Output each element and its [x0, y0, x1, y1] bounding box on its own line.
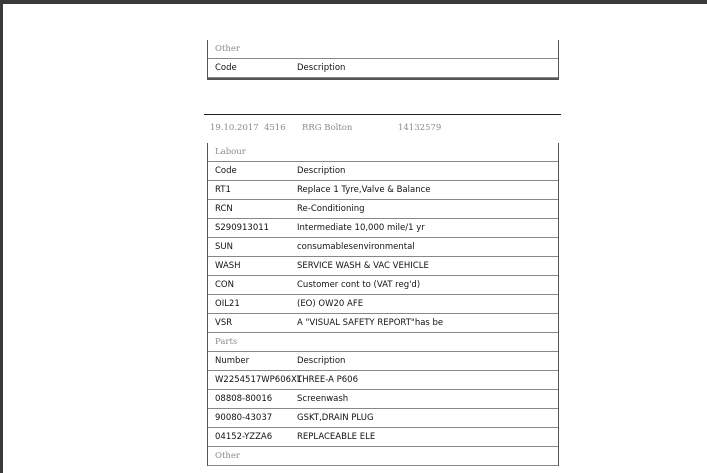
labour-code: SUN — [215, 242, 233, 252]
header-number: Number — [215, 356, 250, 366]
part-number: 90080-43037 — [215, 413, 273, 423]
labour-description: Customer cont to (VAT reg'd) — [297, 280, 421, 290]
other-table-top — [207, 40, 559, 80]
table-row — [208, 314, 558, 333]
section-label-parts: Parts — [208, 333, 558, 352]
part-description: GSKT,DRAIN PLUG — [297, 413, 374, 423]
part-description: Screenwash — [297, 394, 349, 404]
table-row — [208, 257, 558, 276]
table-row — [208, 200, 558, 219]
labour-description: Re-Conditioning — [297, 204, 365, 214]
table-row — [208, 181, 558, 200]
table-row — [208, 276, 558, 295]
table-row — [208, 409, 558, 428]
part-number: 04152-YZZA6 — [215, 432, 273, 442]
labour-description: Intermediate 10,000 mile/1 yr — [297, 223, 425, 233]
table-row — [208, 371, 558, 390]
header-description: Description — [297, 63, 346, 73]
table-row — [208, 238, 558, 257]
labour-description: SERVICE WASH & VAC VEHICLE — [297, 261, 429, 271]
visit-number: 4516 — [264, 123, 286, 133]
labour-code: S290913011 — [215, 223, 270, 233]
table-header-row — [208, 352, 558, 371]
labour-code: WASH — [215, 261, 241, 271]
part-number: W2254517WP606XL — [215, 375, 302, 385]
labour-description: A "VISUAL SAFETY REPORT"has be — [297, 318, 444, 328]
labour-code: CON — [215, 280, 234, 290]
labour-code: RT1 — [215, 185, 231, 195]
table-row — [208, 428, 558, 447]
section-label-other: Other — [208, 447, 558, 466]
labour-description: (EO) OW20 AFE — [297, 299, 364, 309]
divider-line — [204, 114, 561, 115]
part-number: 08808-80016 — [215, 394, 273, 404]
visit-date: 19.10.2017 — [210, 123, 259, 133]
part-description: REPLACEABLE ELE — [297, 432, 376, 442]
labour-parts-table — [207, 143, 559, 466]
header-code: Code — [215, 166, 237, 176]
labour-code: RCN — [215, 204, 233, 214]
visit-ref: 14132579 — [398, 123, 442, 133]
labour-description: Replace 1 Tyre,Valve & Balance — [297, 185, 431, 195]
section-label-other: Other — [208, 40, 558, 59]
header-description: Description — [297, 356, 346, 366]
part-description: THREE-A P606 — [297, 375, 358, 385]
document-page — [3, 4, 707, 473]
section-label-labour: Labour — [208, 143, 558, 162]
labour-code: OIL21 — [215, 299, 240, 309]
table-row — [208, 219, 558, 238]
table-header-row — [208, 162, 558, 181]
labour-description: consumablesenvironmental — [297, 242, 415, 252]
table-row — [208, 295, 558, 314]
header-code: Code — [215, 63, 237, 73]
visit-site: RRG Bolton — [302, 123, 353, 133]
table-header-row — [208, 59, 558, 78]
table-row — [208, 390, 558, 409]
labour-code: VSR — [215, 318, 233, 328]
header-description: Description — [297, 166, 346, 176]
